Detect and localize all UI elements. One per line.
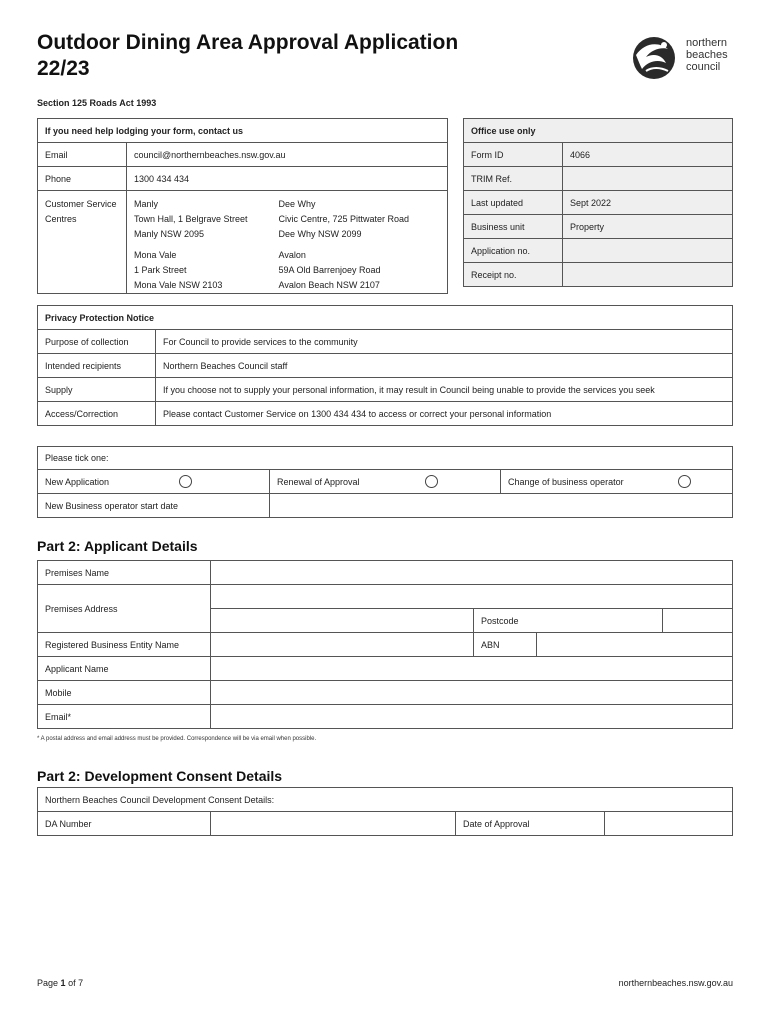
centre-suburb: Mona Vale NSW 2103 (134, 280, 223, 290)
contact-heading: If you need help lodging your form, contact us (38, 119, 448, 143)
centre-name: Mona Vale (134, 250, 177, 260)
premises-name-input[interactable] (211, 561, 733, 585)
option-label: New Application (45, 476, 110, 487)
council-logo (628, 33, 738, 83)
applicant-table (37, 560, 733, 729)
abn-label: ABN (474, 633, 537, 657)
logo-line-1: northern (686, 37, 727, 49)
mobile-input[interactable] (211, 681, 733, 705)
centre-address: Town Hall, 1 Belgrave Street (134, 214, 248, 224)
privacy-access-label: Access/Correction (38, 402, 156, 426)
logo-line-3: council (686, 61, 721, 73)
mobile-label: Mobile (38, 681, 211, 705)
page-number (37, 978, 83, 988)
phone-value: 1300 434 434 (127, 167, 448, 191)
option-label: Change of business operator (508, 476, 624, 487)
new-application-radio[interactable] (179, 475, 192, 488)
document-title: Outdoor Dining Area Approval Application 22/23 (37, 31, 459, 80)
email-field[interactable] (211, 705, 733, 729)
centres-label: Customer Service Centres (38, 191, 127, 294)
consent-table (37, 787, 733, 836)
application-type-table (37, 446, 733, 518)
email-label: Email (38, 143, 127, 167)
act-reference: Section 125 Roads Act 1993 (37, 98, 157, 108)
logo-line-2: beaches (686, 49, 728, 61)
website-url: northernbeaches.nsw.gov.au (618, 978, 733, 988)
page-total: of 7 (68, 978, 84, 988)
page-current: 1 (60, 978, 66, 988)
privacy-supply-value: If you choose not to supply your personal information, it may result in Council being unable to provide the services you seek (156, 378, 733, 402)
receipt-no-label: Receipt no. (464, 263, 563, 287)
option-label: Renewal of Approval (277, 476, 360, 487)
office-use-table (463, 118, 733, 287)
change-operator-radio[interactable] (678, 475, 691, 488)
centre-suburb: Avalon Beach NSW 2107 (278, 280, 380, 290)
premises-address-label: Premises Address (38, 585, 211, 633)
receipt-no-value (563, 263, 733, 287)
abn-input[interactable] (537, 633, 733, 657)
contact-table (37, 118, 448, 294)
privacy-purpose-value: For Council to provide services to the community (156, 330, 733, 354)
applicant-name-input[interactable] (211, 657, 733, 681)
form-id-label: Form ID (464, 143, 563, 167)
privacy-recipients-label: Intended recipients (38, 354, 156, 378)
privacy-table (37, 305, 733, 426)
privacy-supply-label: Supply (38, 378, 156, 402)
business-unit-value: Property (563, 215, 733, 239)
centre-address: 59A Old Barrenjoey Road (278, 265, 381, 275)
applicant-section-heading: Part 2: Applicant Details (37, 538, 198, 554)
privacy-recipients-value: Northern Beaches Council staff (156, 354, 733, 378)
privacy-heading: Privacy Protection Notice (38, 306, 733, 330)
centre-address: 1 Park Street (134, 265, 187, 275)
trim-ref-label: TRIM Ref. (464, 167, 563, 191)
privacy-purpose-label: Purpose of collection (38, 330, 156, 354)
date-of-approval-input[interactable] (605, 812, 733, 836)
entity-name-input[interactable] (211, 633, 474, 657)
consent-section-heading: Part 2: Development Consent Details (37, 768, 283, 784)
centre-suburb: Manly NSW 2095 (134, 229, 205, 239)
form-id-value: 4066 (563, 143, 733, 167)
option-renewal (270, 470, 501, 494)
last-updated-value: Sept 2022 (563, 191, 733, 215)
date-of-approval-label: Date of Approval (456, 812, 605, 836)
address-note: * A postal address and email address must be provided. Correspondence will be via email when possible. (37, 736, 317, 742)
wave-logo-icon (628, 33, 684, 83)
application-no-value (563, 239, 733, 263)
option-change-operator (501, 470, 733, 494)
centre-name: Avalon (278, 250, 306, 260)
postcode-input[interactable] (663, 609, 733, 633)
renewal-radio[interactable] (425, 475, 438, 488)
trim-ref-value (563, 167, 733, 191)
consent-subheading: Northern Beaches Council Development Consent Details: (38, 788, 733, 812)
centres-right (279, 191, 448, 294)
centre-name: Dee Why (278, 199, 316, 209)
tick-heading: Please tick one: (38, 447, 733, 470)
entity-name-label: Registered Business Entity Name (38, 633, 211, 657)
office-use-heading: Office use only (464, 119, 733, 143)
premises-address-input-2[interactable] (211, 609, 474, 633)
option-new-application (38, 470, 270, 494)
page-prefix: Page (37, 978, 59, 988)
premises-address-input[interactable] (211, 585, 733, 609)
last-updated-label: Last updated (464, 191, 563, 215)
email-value: council@northernbeaches.nsw.gov.au (127, 143, 448, 167)
phone-label: Phone (38, 167, 127, 191)
centre-name: Manly (134, 199, 159, 209)
centres-left (127, 191, 279, 294)
centre-address: Civic Centre, 725 Pittwater Road (278, 214, 410, 224)
da-number-input[interactable] (211, 812, 456, 836)
start-date-label: New Business operator start date (38, 494, 270, 518)
premises-name-label: Premises Name (38, 561, 211, 585)
logo-wordmark (686, 37, 728, 73)
email-field-label: Email* (38, 705, 211, 729)
da-number-label: DA Number (38, 812, 211, 836)
start-date-input[interactable] (270, 494, 733, 518)
business-unit-label: Business unit (464, 215, 563, 239)
centre-suburb: Dee Why NSW 2099 (278, 229, 362, 239)
postcode-label: Postcode (474, 609, 663, 633)
application-no-label: Application no. (464, 239, 563, 263)
applicant-name-label: Applicant Name (38, 657, 211, 681)
privacy-access-value: Please contact Customer Service on 1300 434 434 to access or correct your personal information (156, 402, 733, 426)
